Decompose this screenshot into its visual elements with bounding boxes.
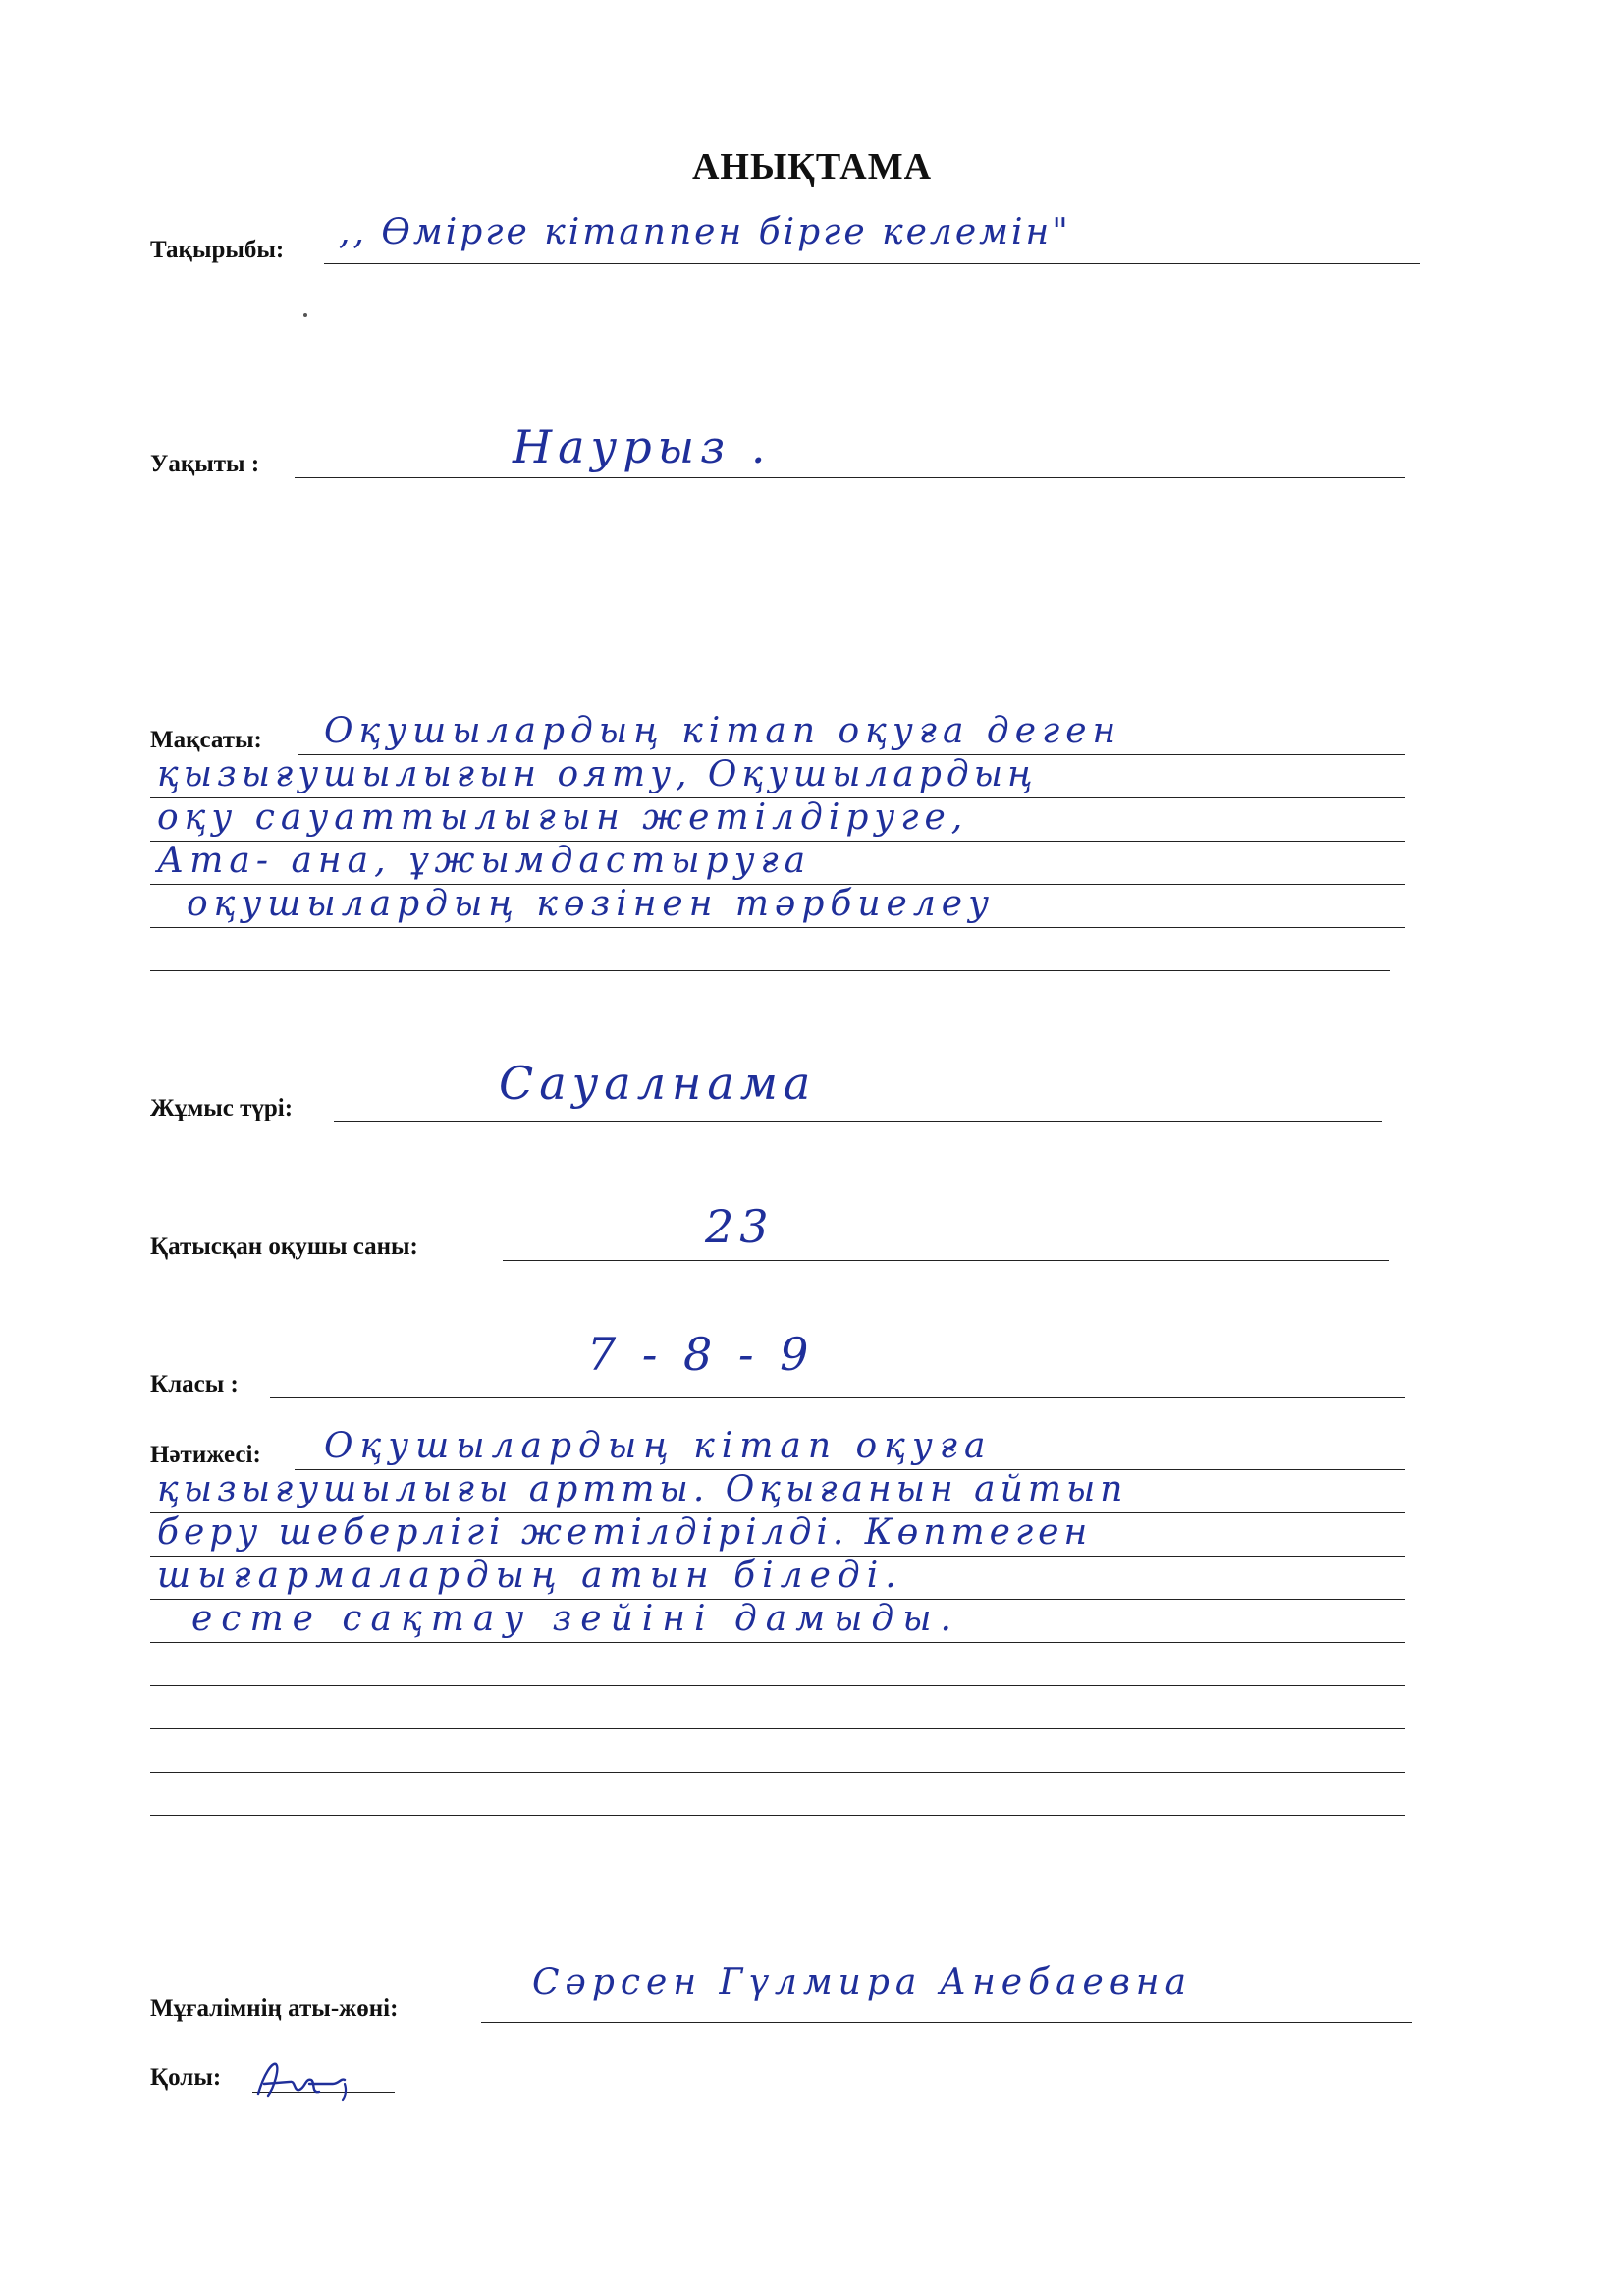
result-text-line: шығармалардың атын біледі. xyxy=(157,1556,903,1596)
time-value: Наурыз . xyxy=(513,420,772,473)
result-text-line: есте сақтау зейіні дамыды. xyxy=(191,1599,960,1639)
time-line xyxy=(295,477,1405,478)
topic-line xyxy=(324,263,1420,264)
goal-text-line: қызығушылығын ояту, Оқушылардың xyxy=(157,754,1038,794)
work-type-value: Сауалнама xyxy=(499,1057,817,1110)
goal-text-line: оқушылардың көзінен тәрбиелеу xyxy=(187,884,995,924)
goal-text-line: оқу сауаттылығын жетілдіруге, xyxy=(157,797,969,838)
result-line-9 xyxy=(150,1815,1405,1816)
goal-label: Мақсаты: xyxy=(150,727,262,753)
teacher-value: Сәрсен Гүлмира Анебаевна xyxy=(532,1962,1192,2002)
goal-text-line: Оқушылардың кітап оқуға деген xyxy=(324,711,1122,751)
goal-line-6 xyxy=(150,970,1390,971)
teacher-label: Мұғалімнің аты-жөні: xyxy=(150,1995,399,2022)
result-line-7 xyxy=(150,1728,1405,1729)
signature-label: Қолы: xyxy=(150,2064,222,2091)
result-text-line: қызығушылығы артты. Оқығанын айтып xyxy=(157,1469,1128,1509)
scan-speck xyxy=(303,313,307,317)
work-type-label: Жұмыс түрі: xyxy=(150,1095,294,1121)
topic-value: ,, Өмірге кітаппен бірге келемін" xyxy=(339,212,1071,252)
document-title: АНЫҚТАМА xyxy=(691,146,933,188)
goal-text-line: Ата- ана, ұжымдастыруға xyxy=(157,841,812,881)
result-line-6 xyxy=(150,1685,1405,1686)
result-text-line: Оқушылардың кітап оқуға xyxy=(324,1426,993,1466)
student-count-line xyxy=(503,1260,1389,1261)
topic-label: Тақырыбы: xyxy=(150,237,285,263)
result-label: Нәтижесі: xyxy=(150,1442,261,1468)
goal-line-5 xyxy=(150,927,1405,928)
signature-mark xyxy=(250,2054,388,2113)
grades-line xyxy=(270,1397,1405,1398)
result-line-5 xyxy=(150,1642,1405,1643)
teacher-line xyxy=(481,2022,1412,2023)
student-count-label: Қатысқан оқушы саны: xyxy=(150,1233,418,1260)
grades-label: Класы : xyxy=(150,1371,239,1397)
grades-value: 7 - 8 - 9 xyxy=(587,1328,815,1381)
result-line-8 xyxy=(150,1772,1405,1773)
student-count-value: 23 xyxy=(705,1200,775,1253)
time-label: Уақыты : xyxy=(150,451,260,477)
work-type-line xyxy=(334,1121,1382,1122)
result-text-line: беру шеберлігі жетілдірілді. Көптеген xyxy=(157,1512,1093,1553)
